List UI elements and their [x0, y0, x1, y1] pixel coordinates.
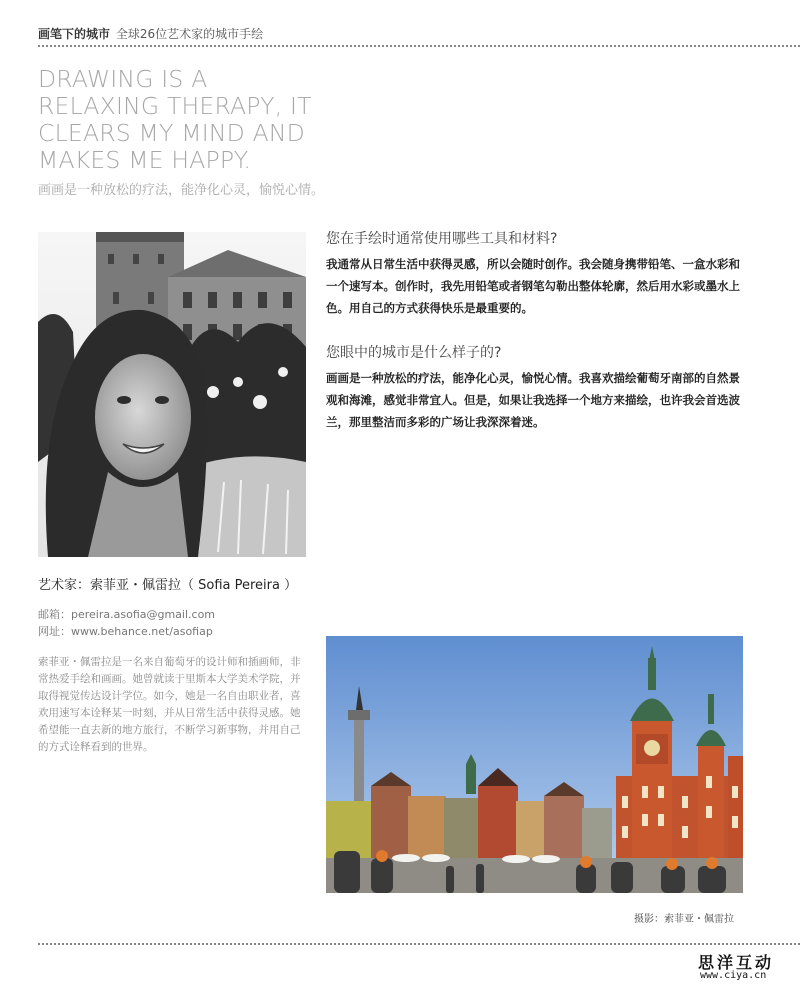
artist-email[interactable]: 邮箱：pereira.asofia@gmail.com: [38, 608, 216, 621]
photo-credit: 摄影：索菲亚・佩雷拉: [634, 914, 734, 925]
question-1: 您在手绘时通常使用哪些工具和材料?: [326, 231, 558, 247]
castle-square-photo: [326, 636, 743, 893]
artist-website[interactable]: 网址：www.behance.net/asofiap: [38, 625, 213, 638]
series-subtitle: 全球26位艺术家的城市手绘: [115, 27, 264, 41]
answer-1: 我通常从日常生活中获得灵感，所以会随时创作。我会随身携带铅笔、一盒水彩和一个速写本。创作时，我先用铅笔或者钢笔勾勒出整体轮廓，然后用水彩或墨水上色。用自己的方式获得快乐是最重要的。: [326, 257, 740, 315]
question-2: 您眼中的城市是什么样子的?: [326, 345, 502, 361]
watermark-url: www.ciya.cn: [700, 970, 767, 981]
top-dotted-divider: [38, 45, 800, 47]
pull-quote-chinese: 画画是一种放松的疗法，能净化心灵，愉悦心情。: [38, 183, 325, 198]
bottom-dotted-divider: [38, 943, 800, 945]
page-header: [38, 26, 263, 42]
artist-portrait-photo: [38, 232, 306, 557]
pull-quote-english: DRAWING IS A RELAXING THERAPY, IT CLEARS MY MIND AND MAKES ME HAPPY.: [38, 65, 312, 174]
watermark-logo-text: 思洋互动: [698, 953, 775, 972]
answer-2: 画画是一种放松的疗法，能净化心灵，愉悦心情。我喜欢描绘葡萄牙南部的自然景观和海滩，感觉非常宜人。但是，如果让我选择一个地方来描绘，也许我会首选波兰，那里整洁而多彩的广场让我深深着迷。: [326, 371, 740, 429]
artist-bio: 索菲亚・佩雷拉是一名来自葡萄牙的设计师和插画师，非常热爱手绘和画画。她曾就读于里斯本大学美术学院，并取得视觉传达设计学位。如今，她是一名自由职业者，喜欢用速写本诠释某一时刻，并从日常生活中获得灵感。她希望能一直去新的地方旅行，不断学习新事物，并用自己的方式诠释看到的世界。: [38, 656, 301, 753]
section-title: 画笔下的城市: [38, 27, 111, 41]
artist-name: 艺术家：索菲亚・佩雷拉（ Sofia Pereira ）: [38, 578, 298, 593]
